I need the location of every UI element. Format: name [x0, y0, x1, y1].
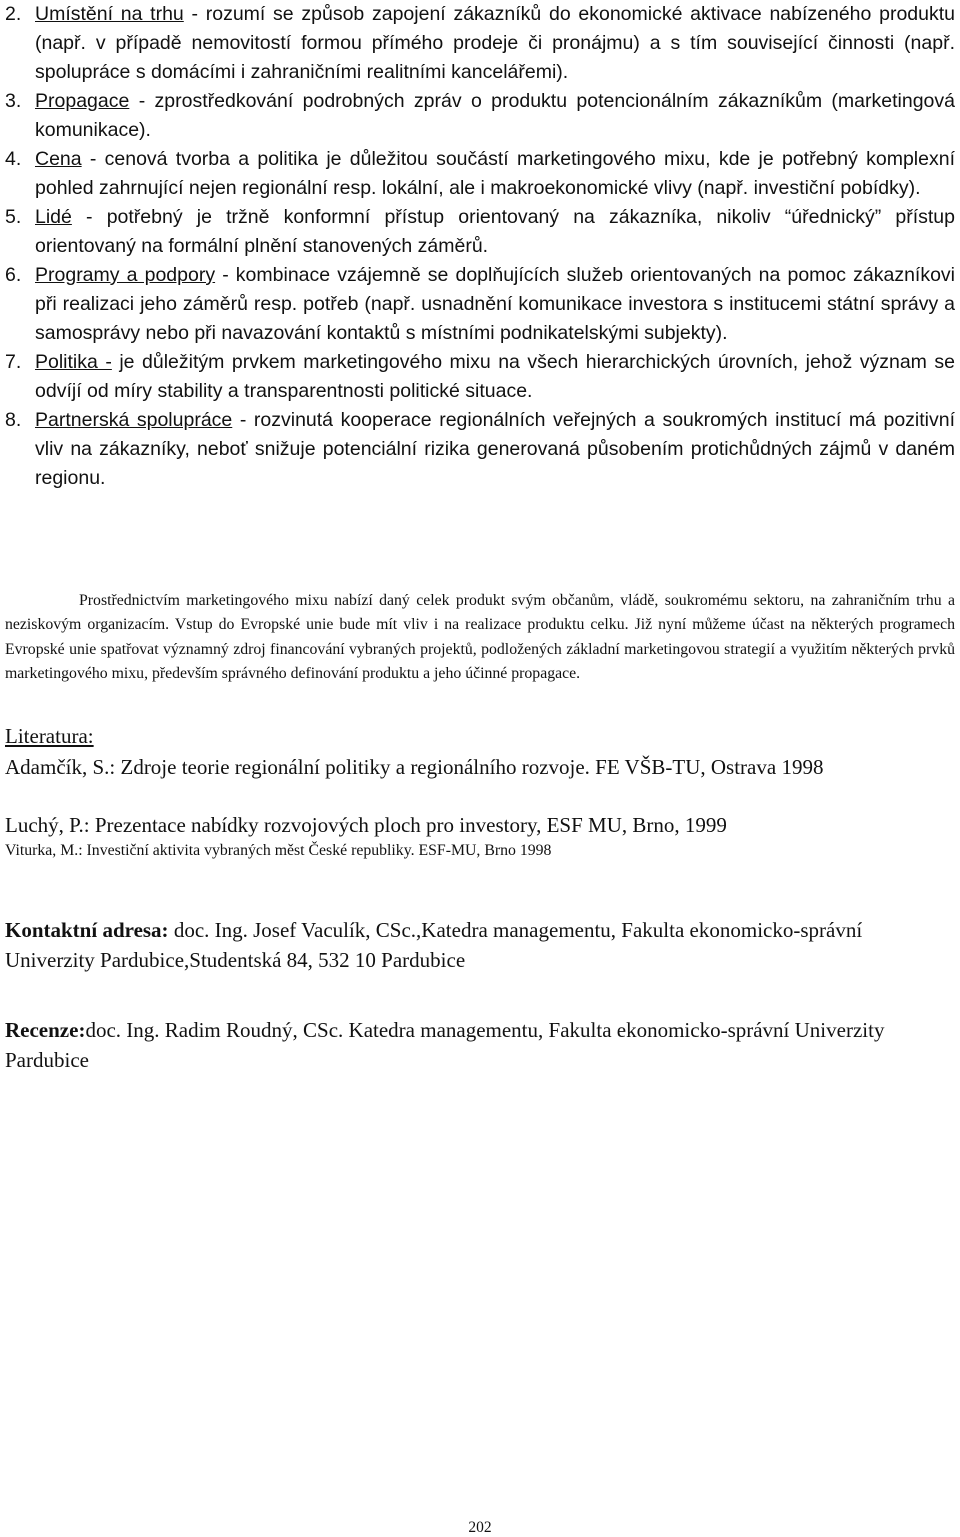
- list-item-body: [35, 406, 955, 493]
- literature-entry: Luchý, P.: Prezentace nabídky rozvojových ploch pro investory, ESF MU, Brno, 1999: [5, 813, 727, 837]
- list-item-term: Lidé: [35, 206, 72, 228]
- contact-text: doc. Ing. Josef Vaculík, CSc.,Katedra managementu, Fakulta ekonomicko-správní Univerzity Pardubice,Studentská 84, 532 10 Pardubice: [5, 918, 863, 972]
- contact-address: [5, 916, 955, 975]
- list-item-body: [35, 87, 955, 145]
- list-item-term: Programy a podpory: [35, 264, 216, 286]
- list-item-text: - rozumí se způsob zapojení zákazníků do ekonomické aktivace nabízeného produktu (např. v případě nemovitostí formou přímého prodeje či pronájmu) a s tím související činnosti (např. spolupráce s domácími i zahraničními realitními kancelářemi).: [35, 3, 955, 83]
- list-item-number: 3.: [5, 90, 22, 112]
- list-item-text: - potřebný je tržně konformní přístup orientovaný na zákazníka, nikoliv “úřednický” přístup orientovaný na formální plnění stanovených záměrů.: [35, 206, 955, 257]
- list-item-text: - zprostředkování podrobných zpráv o produktu potencionálním zákazníkům (marketingová komunikace).: [35, 90, 955, 141]
- list-item-number: 8.: [5, 409, 22, 431]
- list-item-term: Cena: [35, 148, 82, 170]
- review-text: doc. Ing. Radim Roudný, CSc. Katedra managementu, Fakulta ekonomicko-správní Univerzity Pardubice: [5, 1018, 885, 1072]
- list-item-body: [35, 348, 955, 406]
- list-item-number: 6.: [5, 264, 22, 286]
- list-item: [5, 0, 955, 87]
- review-label: Recenze:: [5, 1018, 86, 1042]
- list-item-body: [35, 261, 955, 348]
- list-item: [5, 261, 955, 348]
- list-item: [5, 203, 955, 261]
- literature-entry: Adamčík, S.: Zdroje teorie regionální politiky a regionálního rozvoje. FE VŠB-TU, Ostrava 1998: [5, 755, 824, 779]
- list-item-text: - kombinace vzájemně se doplňujících služeb orientovaných na pomoc zákazníkovi při realizaci jeho záměrů resp. potřeb (např. usnadnění komunikace investora s institucemi státní správy a samosprávy nebo při navazování kontaktů s místními podnikatelskými subjekty).: [35, 264, 956, 344]
- contact-label: Kontaktní adresa:: [5, 918, 169, 942]
- summary-paragraph: Prostřednictvím marketingového mixu nabízí daný celek produkt svým občanům, vládě, soukromému sektoru, na zahraničním trhu a neziskovým organizacím. Vstup do Evropské unie bude mít vliv i na realizace produktu celku. Již nyní můžeme účast na některých programech Evropské unie spatřovat významný zdroj financování vybraných projektů, podložených základní marketingovou strategií a využitím některých prvků marketingového mixu, především správného definování produktu a jeho účinné propagace.: [5, 592, 955, 682]
- list-item-number: 7.: [5, 351, 22, 373]
- list-item-term: Umístění na trhu: [35, 3, 184, 25]
- list-item: [5, 348, 955, 406]
- list-item-number: 4.: [5, 148, 22, 170]
- list-item-body: [35, 0, 955, 87]
- review-note: [5, 1016, 955, 1075]
- list-item-number: 2.: [5, 3, 22, 25]
- list-item-text: - cenová tvorba a politika je důležitou součástí marketingového mixu, kde je potřebný komplexní pohled zahrnující nejen regionální resp. lokální, ale i makroekonomické vlivy (např. investiční pobídky).: [35, 148, 955, 199]
- list-item-body: [35, 203, 955, 261]
- list-item: [5, 406, 955, 493]
- literature-heading: Literatura:: [5, 724, 94, 748]
- marketing-mix-list: [5, 0, 955, 493]
- list-item-term: Propagace: [35, 90, 130, 112]
- list-item-number: 5.: [5, 206, 22, 228]
- list-item: [5, 87, 955, 145]
- page-number: 202: [468, 1519, 492, 1536]
- list-item-text: je důležitým prvkem marketingového mixu na všech hierarchických úrovních, jehož význam se odvíjí od míry stability a transparentnosti politické situace.: [35, 351, 955, 402]
- list-item-term: Partnerská spolupráce: [35, 409, 233, 431]
- list-item: [5, 145, 955, 203]
- list-item-term: Politika -: [35, 351, 112, 373]
- literature-entry: Viturka, M.: Investiční aktivita vybraných měst České republiky. ESF-MU, Brno 1998: [5, 842, 552, 859]
- list-item-text: - rozvinutá kooperace regionálních veřejných a soukromých institucí má pozitivní vliv na zákazníky, neboť snižuje potenciální rizika generovaná působením protichůdných zájmů v daném regionu.: [35, 409, 956, 489]
- list-item-body: [35, 145, 955, 203]
